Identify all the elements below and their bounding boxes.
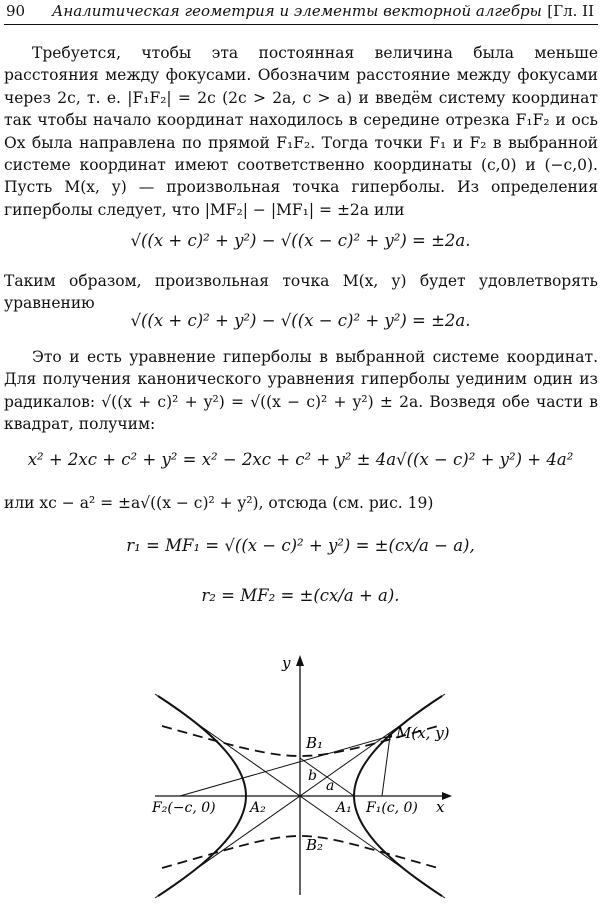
label-b2: B₂: [306, 836, 324, 854]
running-title: Аналитическая геометрия и элементы векторной алгебры: [52, 2, 542, 20]
header-rule: [4, 24, 598, 25]
label-a2: A₂: [250, 800, 266, 816]
label-f1: F₁(c, 0): [366, 800, 418, 816]
y-axis-arrow: [296, 655, 304, 666]
focal-radius-f1: [382, 736, 390, 796]
label-y: y: [282, 654, 291, 672]
formula-5: r₂ = MF₂ = ±(cx/a + a).: [201, 586, 400, 605]
formula-4: r₁ = MF₁ = √((x − c)² + y²) = ±(cx/a − a),: [126, 536, 475, 555]
paragraph-2: Таким образом, произвольная точка M(x, y) будет удовлетворять уравнению: [4, 272, 598, 313]
label-b1: B₁: [306, 734, 324, 752]
paragraph-3: Это и есть уравнение гиперболы в выбранной системе координат. Для получения канонического уравнения гиперболы уединим один из радикалов: √((x + c)² + y²) = √((x − c)² + y²) ± 2a. Возведя обе части в квадрат, получим:: [4, 348, 598, 434]
formula-1: √((x + c)² + y²) − √((x − c)² + y²) = ±2a.: [130, 231, 471, 250]
page-number: 90: [6, 2, 26, 20]
formula-3: x² + 2xc + c² + y² = x² − 2xc + c² + y² ± 4a√((x − c)² + y²) + 4a²: [27, 450, 574, 469]
chapter-label: [Гл. II: [547, 2, 594, 20]
hyperbola-figure: [150, 650, 470, 900]
label-m: M(x, y): [396, 724, 450, 742]
paragraph-1: Требуется, чтобы эта постоянная величина была меньше расстояния между фокусами. Обозначим расстояние между фокусами через 2c, т. е. |F₁F₂| = 2c (2c > 2a, c > a) и введём систему координат так чтобы начало координат находилось в середине отрезка F₁F₂ и ось Ox была направлена по прямой F₁F₂. Тогда точки F₁ и F₂ в выбранной системе координат имеют соответственно координаты (c,0) и (−c,0). Пусть M(x, y) — произвольная точка гиперболы. Из определения гиперболы следует, что |MF₂| − |MF₁| = ±2a или: [4, 44, 598, 219]
paragraph-4: или xc − a² = ±a√((x − c)² + y²), отсюда (см. рис. 19): [4, 494, 434, 512]
formula-2: √((x + c)² + y²) − √((x − c)² + y²) = ±2a.: [130, 311, 471, 330]
running-header: [6, 2, 596, 24]
label-f2: F₂(−c, 0): [152, 800, 216, 816]
focal-radius-f2: [180, 736, 390, 796]
label-a1: A₁: [336, 800, 352, 816]
label-a: a: [326, 778, 335, 794]
point-m: [388, 734, 392, 738]
label-x: x: [436, 798, 445, 816]
label-b: b: [308, 768, 317, 784]
